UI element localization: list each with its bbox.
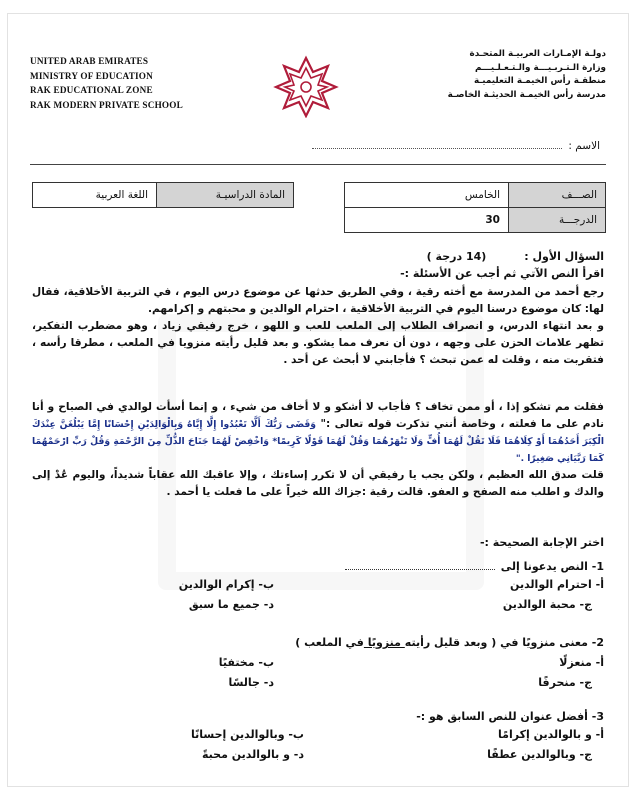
question1-marks: (14 درجة ) [426,250,487,263]
name-blank[interactable] [312,138,562,149]
header-divider [30,164,606,165]
question-text: 2- معنى منزويًا في ( وبعد قليل رأيته [404,636,604,649]
passage-text: فقلت مم تشكو إذا ، أو ممن تخاف ؟ فأجاب لا أشكو و لا أخاف من شيء ، و إنما أسأت لوالدي في الصباح و أنا نادم على ما فعلته ، وخاصة أنني تذكرت قوله تعالى :" [32,401,604,430]
subject-table [32,182,294,208]
header-ar-line: مدرسة رأس الخيمـة الحديثـة الخاصـة [447,89,606,100]
answer-option[interactable]: ج- منحرفًا [538,676,592,689]
question1-instruction: اقرأ النص الآتي ثم أجب عن الأسئلة :- [400,267,604,280]
subject-value: اللغة العربية [33,183,157,208]
answer-option[interactable]: د- جميع ما سبق [188,598,274,611]
answer-option[interactable]: أ- و بالوالدين إكرامًا [498,728,604,741]
passage-paragraph: قلت صدق الله العظيم ، ولكن يجب يا رفيقي أن لا تكرر إساءتك ، وإلا عاقبك الله عقاباً شديداً، واليوم عُدْ إلى والدك و اطلب منه الصفح و العفو. قالت رقية :جزاك الله خيراً على ما فعلت يا أحمد . [32,469,604,498]
question-title [32,636,604,649]
mcq-question-1 [32,560,604,611]
header-ar-line: دولـة الإمـارات العربيـة المتحـدة [469,49,606,59]
header-en-line: RAK EDUCATIONAL ZONE [30,85,153,95]
question1-title: السؤال الأول : [524,250,604,263]
underlined-word: منزويًا [363,636,405,649]
name-label: الاسم : [568,140,600,152]
answer-option[interactable]: ج- وبالوالدين عطفًا [487,748,592,761]
grade-label: الصـــف [509,183,606,208]
question-title: 3- أفضل عنوان للنص السابق هو :- [416,710,604,723]
header-arabic [448,48,606,102]
passage-paragraph: رجع أحمد من المدرسة مع أخته رقية ، وفي الطريق حدثها عن موضوع درس اليوم ، في التربية الأخلاقية، فقال لها: كان موضوع درسنا اليوم في التربية الأخلاقية ، احترام الوالدين و محبتهم و إكرامهم. [32,286,604,315]
answer-option[interactable]: ب- مختفيًا [218,656,274,669]
answer-option[interactable]: أ- منعزلًا [559,656,604,669]
answer-option[interactable]: أ- احترام الوالدين [510,578,604,591]
question1-heading [32,250,604,263]
student-name-field[interactable] [312,138,600,152]
mcq-question-3 [32,710,604,761]
score-value: 30 [345,208,509,233]
subject-label: المادة الدراسيـة [157,183,294,208]
reading-passage [32,284,604,501]
grade-score-table [344,182,606,233]
header-ar-line: منطقـة رأس الخيمـة التعليميـة [473,76,606,86]
worksheet-page [8,14,628,786]
passage-paragraph: و بعد انتهاء الدرس، و انصراف الطلاب إلى الملعب للعب و اللهو ، خرج رفيقي زياد ، وهو مضطرب التفكير، تظهر علامات الحزن على وجهه ، دون أن نعرف مما يشكو. و بعد قليل رأيته منزويا في الملعب ، مطرقا رأسه ، فتقربت منه ، وقلت له عمن تبحث ؟ فأجابني لا أبحث عن أحد . [32,320,604,366]
passage-paragraph [32,399,604,467]
school-logo [273,54,339,118]
answer-option[interactable]: د- و بالوالدين محبةً [201,748,304,761]
header-en-line: MINISTRY OF EDUCATION [30,70,153,81]
answer-option[interactable]: ج- محبة الوالدين [502,598,592,611]
quran-verse: وَقَضَى رَبُّكَ أَلَّا تَعْبُدُوا إِلَّا إِيَّاهُ وَبِالْوَالِدَيْنِ إِحْسَانًا إِمَّا يَبْلُغَنَّ عِنْدَكَ الْكِبَرَ أَحَدُهُمَا أَوْ كِلَاهُمَا فَلَا تَقُلْ لَهُمَا أُفٍّ وَلَا تَنْهَرْهُمَا وَقُلْ لَهُمَا قَوْلًا كَرِيمًا* وَاخْفِضْ لَهُمَا جَنَاحَ الذُّلِّ مِنَ الرَّحْمَةِ وَقُلْ رَبِّ ارْحَمْهُمَا كَمَا رَبَّيَانِي صَغِيرًا ." [32,419,604,464]
header-en-line: RAK MODERN PRIVATE SCHOOL [30,99,183,110]
mcq-question-2 [32,636,604,689]
answer-option[interactable]: ب- وبالوالدين إحسانًا [191,728,304,741]
header-ar-line: وزارة الـتـربـيـــة والـتـعـلـيـــم [474,62,606,73]
question-title [32,560,604,573]
answer-option[interactable]: د- جالسًا [228,676,274,689]
header-en-line: UNITED ARAB EMIRATES [30,56,149,66]
grade-value: الخامس [345,183,509,208]
question-text-end: في الملعب ) [295,636,364,649]
question-text: 1- النص يدعونا إلى [500,560,604,573]
answer-option[interactable]: ب- إكرام الوالدين [178,578,274,591]
header-english [30,54,183,112]
choose-instruction: اختر الإجابة الصحيحة :- [479,536,604,549]
score-label: الدرجـــة [509,208,606,233]
